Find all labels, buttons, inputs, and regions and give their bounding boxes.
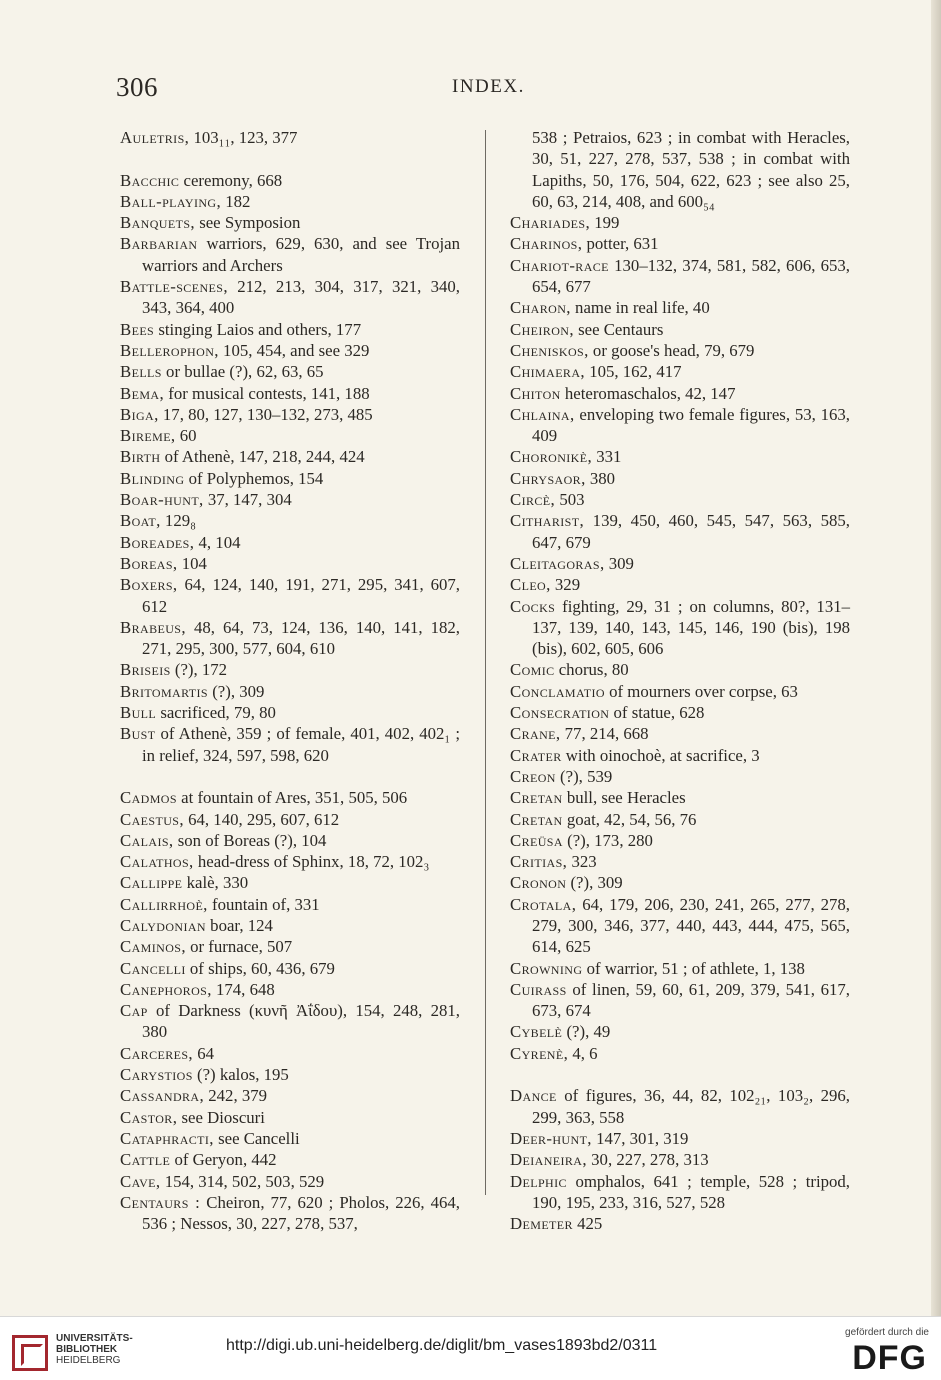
index-entry-references: of Geryon, 442 — [170, 1150, 277, 1170]
index-entry-heading: Bull — [120, 703, 157, 723]
index-entry-references: of statue, 628 — [609, 703, 705, 723]
index-entry-heading: Comic — [510, 660, 555, 680]
index-entry-heading: Demeter — [510, 1214, 573, 1234]
index-entry-heading: Chiton — [510, 383, 561, 403]
index-entry — [510, 979, 850, 1022]
index-entry-references: 130–132, 374, 581, 582, 606, 653, 654, 677 — [532, 255, 850, 297]
index-entry-heading: Canephoros, — [120, 979, 212, 999]
index-entry-heading: Bacchic — [120, 170, 180, 190]
index-entry-heading: Charon, — [510, 298, 571, 318]
index-entry — [120, 830, 460, 851]
index-entry-references: sacrificed, 79, 80 — [156, 703, 276, 723]
index-entry — [120, 894, 460, 915]
index-entry-heading: Calathos, — [120, 852, 194, 872]
index-entry-heading: Barbarian — [120, 234, 198, 254]
index-entry-heading: Bema, — [120, 383, 165, 403]
index-entry-heading: Conclamatio — [510, 681, 605, 701]
index-entry-references: (?), 309 — [566, 873, 623, 893]
index-entry-references: 503 — [555, 490, 585, 510]
index-entry — [120, 319, 460, 340]
index-entry-heading: Crotala, — [510, 894, 577, 914]
index-entry — [510, 745, 850, 766]
index-entry — [120, 702, 460, 723]
index-entry-references: ceremony, 668 — [179, 170, 283, 190]
index-entry-heading: Carceres, — [120, 1043, 193, 1063]
index-entry-references: for musical contests, 141, 188 — [164, 383, 370, 403]
index-entry — [510, 383, 850, 404]
index-entry-heading: Crater — [510, 745, 562, 765]
index-entry-heading: Cyrenè, — [510, 1043, 569, 1063]
index-entry-heading: Bust — [120, 724, 156, 744]
index-entry — [510, 958, 850, 979]
index-entry — [510, 1213, 850, 1234]
index-entry-references: 4, 104 — [194, 532, 241, 552]
index-entry — [510, 766, 850, 787]
index-entry — [510, 894, 850, 958]
index-entry-heading: Callippe — [120, 873, 183, 893]
index-entry-references: or goose's head, 79, 679 — [588, 340, 755, 360]
index-entry-references: 139, 450, 460, 545, 547, 563, 585, 647, 679 — [532, 511, 850, 552]
index-entry-heading: Chlaina, — [510, 404, 575, 424]
index-entry-heading: Deianeira, — [510, 1150, 587, 1170]
index-entry-references: (?), 309 — [208, 681, 265, 701]
index-entry — [510, 297, 850, 318]
index-entry-heading: Critias, — [510, 852, 568, 872]
index-entry-heading: Cuirass — [510, 979, 567, 999]
index-entry-references: 64, 179, 206, 230, 241, 265, 277, 278, 279, 300, 346, 377, 440, 443, 444, 475, 565, 614, 625 — [532, 894, 850, 957]
index-entry — [120, 1128, 460, 1149]
index-entry-references: head-dress of Sphinx, 18, 72, 102₃ — [193, 852, 430, 872]
index-entry-references: see Dioscuri — [177, 1107, 265, 1127]
index-entry-references: at fountain of Ares, 351, 505, 506 — [176, 788, 408, 808]
index-entry — [120, 532, 460, 553]
index-column-left — [120, 127, 460, 1234]
index-entry-references: 64, 124, 140, 191, 271, 295, 341, 607, 612 — [142, 575, 460, 616]
index-entry — [510, 489, 850, 510]
index-entry-references: see Cancelli — [213, 1128, 300, 1148]
index-entry-references: of mourners over corpse, 63 — [604, 681, 798, 701]
index-entry — [120, 212, 460, 233]
index-entry-heading: Birth — [120, 447, 161, 467]
index-entry — [120, 617, 460, 660]
index-entry — [510, 404, 850, 447]
index-entry-references: 309 — [604, 553, 634, 573]
dfg-logo: DFG — [852, 1339, 927, 1377]
index-entry-references: 380 — [585, 468, 616, 488]
index-entry-heading: Chariot-race — [510, 255, 609, 275]
viewer-footer — [0, 1316, 941, 1380]
index-entry — [120, 1064, 460, 1085]
index-entry-references: of Athenè, 147, 218, 244, 424 — [160, 447, 365, 467]
index-entry — [120, 489, 460, 510]
index-entry — [120, 510, 460, 531]
index-entry — [120, 361, 460, 382]
index-entry-references: chorus, 80 — [554, 660, 629, 680]
index-entry-references: with oinochoè, at sacrifice, 3 — [561, 745, 760, 765]
index-entry-references: name in real life, 40 — [570, 298, 710, 318]
index-entry-references: (?), 539 — [555, 766, 613, 786]
index-entry — [510, 1043, 850, 1064]
index-entry — [120, 681, 460, 702]
index-entry — [510, 723, 850, 744]
index-entry-heading: Cattle — [120, 1150, 171, 1170]
index-entry-references: 323 — [567, 852, 597, 872]
index-entry-references: 103₁₁, 123, 377 — [189, 128, 298, 147]
index-entry-references: goat, 42, 54, 56, 76 — [562, 809, 697, 829]
index-entry-heading: Dance — [510, 1086, 557, 1106]
index-entry-heading: Banquets, — [120, 213, 195, 233]
index-entry-heading: Cheiron, — [510, 319, 574, 339]
index-entry — [120, 1000, 460, 1043]
index-entry-heading: Cretan — [510, 809, 563, 829]
index-entry-references: Cheiron, 77, 620 ; Pholos, 226, 464, 536 ; Nessos, 30, 227, 278, 537, — [142, 1192, 460, 1234]
index-entry — [510, 1021, 850, 1042]
index-entry — [120, 425, 460, 446]
index-entry — [510, 340, 850, 361]
index-entry-heading: Cleo, — [510, 575, 551, 595]
index-entry-heading: Boreas, — [120, 553, 178, 573]
index-entry-heading: Bireme, — [120, 426, 176, 446]
index-entry-references: (?), 173, 280 — [562, 830, 653, 850]
index-entry-references: kalè, 330 — [182, 873, 249, 893]
index-entry-heading: Callirrhoè, — [120, 894, 208, 914]
index-entry — [120, 446, 460, 467]
section-gap — [510, 1064, 850, 1085]
index-entry-heading: Battle-scenes, — [120, 277, 228, 297]
index-entry-heading: Bells — [120, 362, 162, 382]
library-logo-icon — [12, 1335, 48, 1371]
index-entry — [120, 170, 460, 191]
index-entry — [510, 830, 850, 851]
index-entry — [120, 851, 460, 872]
index-entry — [120, 340, 460, 361]
index-entry — [120, 936, 460, 957]
index-entry — [510, 446, 850, 467]
index-entry-heading: Chimaera, — [510, 362, 585, 382]
index-entry — [510, 510, 850, 553]
index-entry — [510, 809, 850, 830]
index-entry — [120, 383, 460, 404]
index-entry — [510, 361, 850, 382]
index-entry-references: 60 — [175, 426, 197, 446]
index-entry-heading: Cheniskos, — [510, 340, 589, 360]
index-entry-references: 4, 6 — [568, 1043, 598, 1063]
index-entry — [120, 1107, 460, 1128]
index-entry-references: (?), 49 — [562, 1022, 611, 1042]
index-entry-references: 154, 314, 502, 503, 529 — [160, 1171, 325, 1191]
index-entry-references: of ships, 60, 436, 679 — [185, 958, 335, 978]
index-entry-references: 147, 301, 319 — [591, 1128, 689, 1148]
index-entry-references: 64 — [193, 1043, 214, 1063]
index-entry-heading: Bellerophon, — [120, 340, 219, 360]
index-entry-heading: Cassandra, — [120, 1086, 205, 1106]
index-entry-heading: Auletris, — [120, 128, 190, 147]
index-entry-references: 425 — [572, 1214, 603, 1234]
index-entry-references: 329 — [550, 575, 581, 595]
index-entry-heading: Crowning — [510, 958, 583, 978]
index-entry-heading: Consecration — [510, 703, 610, 723]
index-entry-references: 105, 162, 417 — [585, 362, 682, 382]
page-number: 306 — [116, 72, 158, 102]
index-entry — [120, 958, 460, 979]
index-entry-references: enveloping two female figures, 53, 163, 409 — [532, 404, 850, 446]
index-entry-references: warriors, 629, 630, and see Trojan warriors and Archers — [142, 234, 460, 275]
index-entry-references: stinging Laios and others, 177 — [154, 319, 362, 339]
index-entry — [510, 553, 850, 574]
index-entry — [510, 233, 850, 254]
index-entry-heading: Cronon — [510, 873, 567, 893]
index-entry-heading: Bees — [120, 319, 155, 339]
index-entry-heading: Ball-playing, — [120, 191, 222, 211]
index-entry — [120, 787, 460, 808]
index-entry — [120, 979, 460, 1000]
index-entry-heading: Caestus, — [120, 809, 184, 829]
index-entry-heading: Britomartis — [120, 681, 208, 701]
index-entry-heading: Choronikè, — [510, 447, 593, 467]
index-entry-references: omphalos, 641 ; temple, 528 ; tripod, 190, 195, 233, 316, 527, 528 — [532, 1171, 850, 1212]
index-entry-heading: Boar-hunt, — [120, 490, 204, 510]
index-entry — [120, 233, 460, 276]
index-entry-references: 64, 140, 295, 607, 612 — [183, 809, 340, 829]
index-entry-heading: Blinding — [120, 468, 185, 488]
index-entry-references: 77, 214, 668 — [560, 724, 649, 744]
index-entry — [120, 659, 460, 680]
index-entry-references: 538 ; Petraios, 623 ; in combat with Heracles, 30, 51, 227, 278, 537, 538 ; in combat with Lapiths, 50, 176, 504, 622, 623 ; see also 25, 60, 63, 214, 408, and 600₅₄ — [532, 128, 850, 211]
index-entry — [120, 574, 460, 617]
index-entry-heading: Cancelli — [120, 958, 186, 978]
index-entry-references: 17, 80, 127, 130–132, 273, 485 — [158, 404, 373, 424]
index-entry — [510, 702, 850, 723]
source-url[interactable]: http://digi.ub.uni-heidelberg.de/diglit/bm_vases1893bd2/0311 — [226, 1337, 658, 1354]
index-entry — [120, 127, 460, 148]
index-entry-heading: Cave, — [120, 1171, 161, 1191]
index-entry-heading: Castor, — [120, 1107, 178, 1127]
index-entry — [510, 659, 850, 680]
page-edge — [931, 0, 941, 1316]
index-entry-references: fighting, 29, 31 ; on columns, 80?, 131–137, 139, 140, 143, 145, 146, 190 (bis), 198 (bis), 602, 605, 606 — [532, 596, 850, 659]
index-entry-references: 242, 379 — [204, 1086, 268, 1106]
index-entry-references: (?) kalos, 195 — [192, 1065, 289, 1085]
index-entry — [120, 723, 460, 766]
index-entry-heading: Creüsa — [510, 830, 563, 850]
index-entry-heading: Delphic — [510, 1171, 567, 1191]
index-entry-heading: Cybelè — [510, 1022, 563, 1042]
index-entry — [120, 468, 460, 489]
index-entry — [510, 127, 850, 212]
index-entry-references: 174, 648 — [211, 979, 275, 999]
funding-caption: gefördert durch die — [845, 1327, 929, 1338]
index-entry-references: of Athenè, 359 ; of female, 401, 402, 402₁ ; in relief, 324, 597, 598, 620 — [142, 724, 460, 765]
index-entry — [510, 1128, 850, 1149]
index-entry — [120, 1149, 460, 1170]
index-entry-references: 331 — [592, 447, 622, 467]
index-entry — [120, 1171, 460, 1192]
index-entry — [510, 1085, 850, 1128]
index-entry — [120, 191, 460, 212]
index-entry-heading: Brabeus, — [120, 617, 186, 637]
index-entry-references: potter, 631 — [582, 234, 659, 254]
index-entry-heading: Cataphracti, — [120, 1128, 214, 1148]
index-entry-references: or bullae (?), 62, 63, 65 — [161, 362, 324, 382]
index-entry — [510, 872, 850, 893]
index-entry-heading: Cocks — [510, 596, 556, 616]
index-entry-references: 129₈ — [160, 511, 196, 531]
index-entry — [120, 1085, 460, 1106]
index-entry — [510, 787, 850, 808]
index-entry-heading: Citharist, — [510, 511, 585, 531]
index-entry-heading: Crane, — [510, 724, 561, 744]
section-gap — [120, 148, 460, 169]
index-entry-heading: Centaurs : — [120, 1192, 201, 1212]
index-entry-heading: Calydonian — [120, 915, 206, 935]
index-entry-references: 30, 227, 278, 313 — [586, 1150, 709, 1170]
index-entry-references: 199 — [590, 213, 620, 233]
index-entry-references: or furnace, 507 — [185, 937, 293, 957]
index-entry — [510, 255, 850, 298]
index-entry — [120, 1192, 460, 1235]
index-entry-heading: Briseis — [120, 660, 171, 680]
index-entry-references: of figures, 36, 44, 82, 102₂₁, 103₂, 296, 299, 363, 558 — [532, 1086, 850, 1127]
index-entry-heading: Cadmos — [120, 788, 177, 808]
library-name: UNIVERSITÄTS- BIBLIOTHEK HEIDELBERG — [56, 1333, 133, 1366]
index-entry — [510, 212, 850, 233]
index-entry-heading: Carystios — [120, 1065, 193, 1085]
index-entry-heading: Chariades, — [510, 213, 591, 233]
index-entry-heading: Caminos, — [120, 937, 186, 957]
index-entry-references: 212, 213, 304, 317, 321, 340, 343, 364, 400 — [142, 277, 460, 318]
index-entry-references: 48, 64, 73, 124, 136, 140, 141, 182, 271, 295, 300, 577, 604, 610 — [142, 617, 460, 659]
index-entry-references: (?), 172 — [170, 660, 228, 680]
index-entry-heading: Charinos, — [510, 234, 583, 254]
index-entry — [120, 404, 460, 425]
index-entry-references: bull, see Heracles — [562, 788, 686, 808]
index-column-right — [510, 127, 850, 1234]
index-entry — [120, 553, 460, 574]
index-entry — [510, 1149, 850, 1170]
index-entry-references: of Polyphemos, 154 — [184, 468, 324, 488]
index-entry-references: 104 — [177, 553, 207, 573]
index-entry — [510, 681, 850, 702]
index-entry-heading: Circè, — [510, 490, 556, 510]
index-entry — [510, 851, 850, 872]
index-entry-heading: Biga, — [120, 404, 159, 424]
index-entry-heading: Boxers, — [120, 575, 178, 595]
index-entry — [120, 1043, 460, 1064]
index-entry-references: of Darkness (κυνῆ Ἀΐδου), 154, 248, 281, 380 — [142, 1001, 460, 1042]
index-entry — [510, 319, 850, 340]
section-gap — [120, 766, 460, 787]
index-entry-references: see Centaurs — [573, 319, 664, 339]
index-entry-heading: Deer-hunt, — [510, 1128, 592, 1148]
index-entry-references: of warrior, 51 ; of athlete, 1, 138 — [582, 958, 805, 978]
index-entry-references: boar, 124 — [205, 915, 273, 935]
column-divider — [485, 130, 486, 1195]
index-entry — [510, 574, 850, 595]
index-entry — [120, 809, 460, 830]
index-entry-heading: Boat, — [120, 511, 161, 531]
index-entry-references: 105, 454, and see 329 — [218, 340, 370, 360]
running-head: INDEX. — [452, 76, 525, 97]
index-entry — [120, 915, 460, 936]
index-entry-references: of linen, 59, 60, 61, 209, 379, 541, 617, 673, 674 — [532, 979, 850, 1021]
index-entry — [510, 468, 850, 489]
index-entry-heading: Creon — [510, 766, 556, 786]
index-entry-heading: Chrysaor, — [510, 468, 586, 488]
index-entry-heading: Calais, — [120, 830, 174, 850]
index-entry-references: fountain of, 331 — [207, 894, 320, 914]
index-entry-references: 37, 147, 304 — [203, 490, 292, 510]
index-entry — [120, 276, 460, 319]
index-entry — [510, 596, 850, 660]
index-entry-heading: Cretan — [510, 788, 563, 808]
index-entry-references: heteromaschalos, 42, 147 — [560, 383, 736, 403]
index-entry-references: son of Boreas (?), 104 — [173, 830, 327, 850]
index-entry-references: see Symposion — [195, 213, 301, 233]
index-entry-heading: Boreades, — [120, 532, 195, 552]
index-entry — [510, 1171, 850, 1214]
index-entry-references: 182 — [221, 191, 251, 211]
index-entry — [120, 872, 460, 893]
index-entry-heading: Cleitagoras, — [510, 553, 605, 573]
index-entry-heading: Cap — [120, 1001, 148, 1021]
